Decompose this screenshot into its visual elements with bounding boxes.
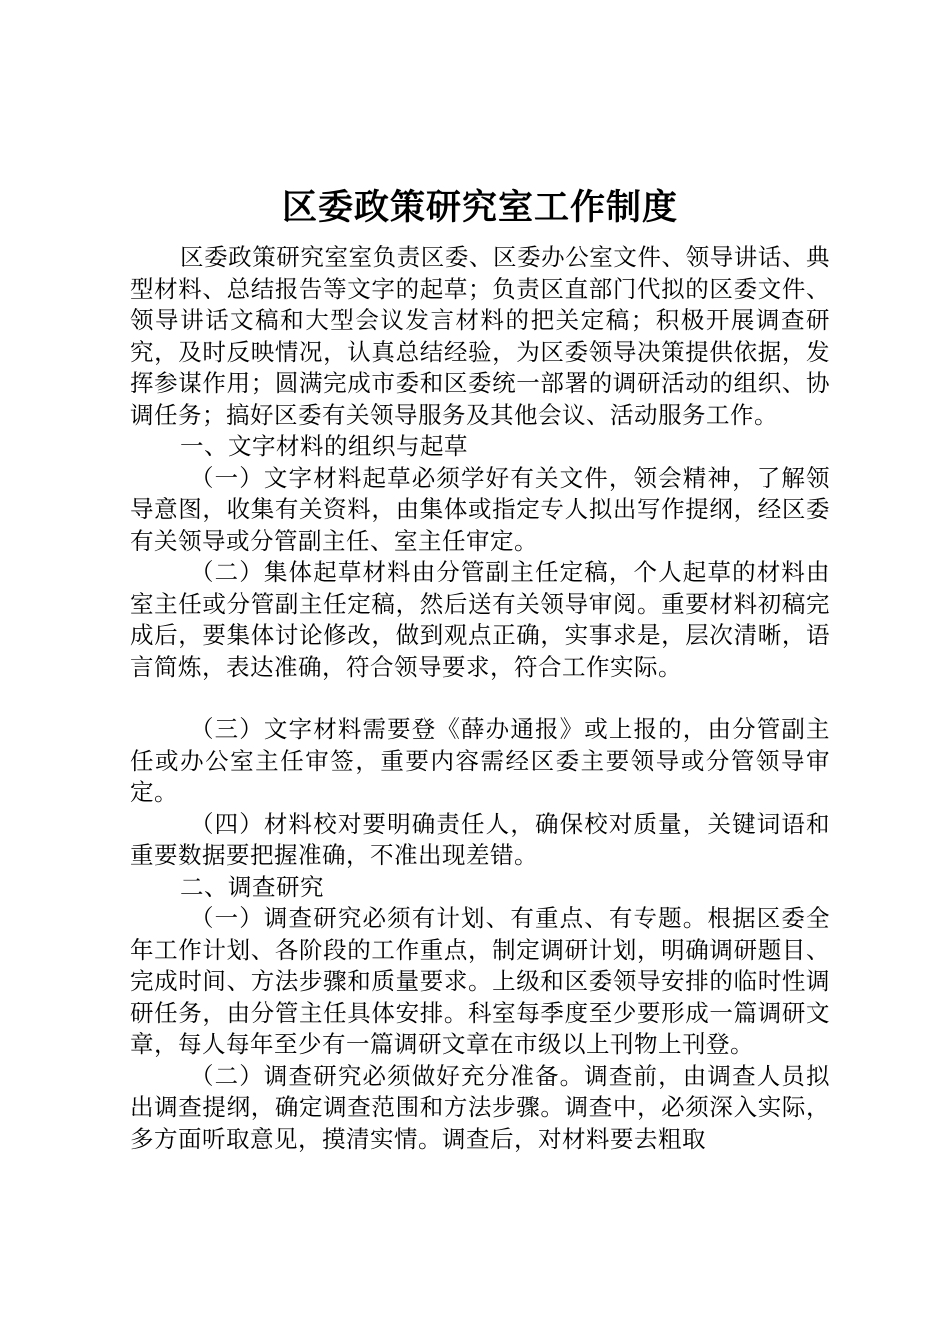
section-2-item-2: （二）调查研究必须做好充分准备。调查前，由调查人员拟出调查提纲，确定调查范围和方法步骤。调查中，必须深入实际，多方面听取意见，摸清实情。调查后，对材料要去粗取 [130, 1061, 830, 1153]
intro-paragraph: 区委政策研究室室负责区委、区委办公室文件、领导讲话、典型材料、总结报告等文字的起草；负责区直部门代拟的区委文件、领导讲话文稿和大型会议发言材料的把关定稿；积极开展调查研究，及时反映情况，认真总结经验，为区委领导决策提供依据，发挥参谋作用；圆满完成市委和区委统一部署的调研活动的组织、协调任务；搞好区委有关领导服务及其他会议、活动服务工作。 [130, 243, 830, 429]
section-1-item-3: （三）文字材料需要登《薛办通报》或上报的，由分管副主任或办公室主任审签，重要内容需经区委主要领导或分管领导审定。 [130, 715, 830, 806]
section-1-item-2: （二）集体起草材料由分管副主任定稿，个人起草的材料由室主任或分管副主任定稿，然后送有关领导审阅。重要材料初稿完成后，要集体讨论修改，做到观点正确，实事求是，层次清晰，语言简炼，表达准确，符合领导要求，符合工作实际。 [130, 558, 830, 681]
document-page [130, 180, 830, 1155]
section-1-item-1: （一）文字材料起草必须学好有关文件，领会精神，了解领导意图，收集有关资料，由集体或指定专人拟出写作提纲，经区委有关领导或分管副主任、室主任审定。 [130, 463, 830, 555]
section-heading-2: 二、调查研究 [180, 872, 324, 901]
section-heading-1: 一、文字材料的组织与起草 [180, 432, 468, 460]
section-2-item-1: （一）调查研究必须有计划、有重点、有专题。根据区委全年工作计划、各阶段的工作重点，制定调研计划，明确调研题目、完成时间、方法步骤和质量要求。上级和区委领导安排的临时性调研任务，由分管主任具体安排。科室每季度至少要形成一篇调研文章，每人每年至少有一篇调研文章在市级以上刊物上刊登。 [130, 904, 830, 1058]
document-title: 区委政策研究室工作制度 [281, 187, 678, 228]
section-1-item-4: （四）材料校对要明确责任人，确保校对质量，关键词语和重要数据要把握准确，不准出现差错。 [130, 809, 830, 869]
